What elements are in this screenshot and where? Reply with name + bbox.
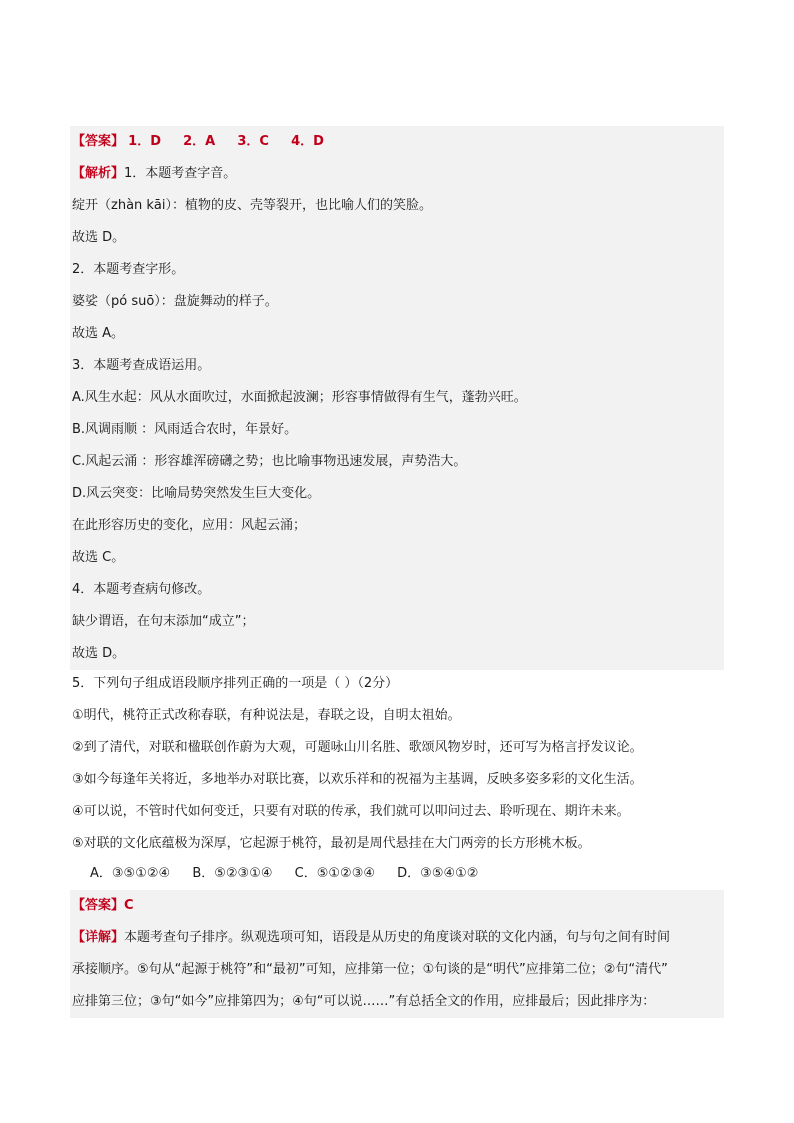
analysis-line [70,318,724,350]
answer-1: 1．D [128,134,161,149]
analysis-text: 故选 D。 [72,646,126,661]
answer-4: 4．D [291,134,324,149]
detail-text: 应排第三位；③句“如今”应排第四为；④句“可以说……”有总括全文的作用，应排最后；因此排序为： [72,994,656,1009]
analysis-text: 在此形容历史的变化，应用：风起云涌； [72,518,307,533]
question-sentence [70,764,724,796]
analysis-line [70,286,724,318]
analysis-line [70,446,724,478]
answer-tag: 【答案】 [72,898,125,913]
option-d: D．③⑤④①② [397,866,479,881]
analysis-text: B.风调雨顺 ：风雨适合农时，年景好。 [72,422,298,437]
answer-line-5 [70,890,724,922]
question-sentence [70,828,724,860]
answer-tag: 【答案】 [72,134,125,149]
analysis-text: 缺少谓语，在句末添加“成立”； [72,614,255,629]
option-a: A．③⑤①②④ [90,866,171,881]
answer-line-1-4 [70,126,724,158]
detail-line [70,986,724,1018]
analysis-line [70,382,724,414]
detail-text: 本题考查句子排序。纵观选项可知，语段是从历史的角度谈对联的文化内涵，句与句之间有时间 [124,930,671,945]
sentence-text: ④可以说，不管时代如何变迁，只要有对联的传承，我们就可以叩问过去、聆听现在、期许未来。 [72,804,630,819]
answer-2: 2．A [183,134,216,149]
detail-text: 承接顺序。⑤句从“起源于桃符”和“最初”可知，应排第一位；①句谈的是“明代”应排第二位；②句“清代” [72,962,668,977]
detail-tag: 【详解】 [72,930,125,945]
question-sentence [70,700,724,732]
sentence-text: ⑤对联的文化底蕴极为深厚，它起源于桃符，最初是周代悬挂在大门两旁的长方形桃木板。 [72,836,591,851]
question-sentence [70,732,724,764]
question-stem-text: 5．下列句子组成语段顺序排列正确的一项是（ ）（2分） [72,676,399,691]
analysis-text: 故选 A。 [72,326,125,341]
analysis-text: D.风云突变：比喻局势突然发生巨大变化。 [72,486,321,501]
analysis-line [70,542,724,574]
analysis-line [70,510,724,542]
analysis-text: A.风生水起：风从水面吹过，水面掀起波澜；形容事情做得有生气，蓬勃兴旺。 [72,390,527,405]
analysis-text: 1．本题考查字音。 [124,166,237,181]
detail-line [70,922,724,954]
answer-5: C [124,898,134,913]
option-b: B．⑤②③①④ [192,866,273,881]
question-5-stem [70,668,724,700]
question-5-options [70,858,724,890]
question-sentence [70,796,724,828]
sentence-text: ③如今每逢年关将近，多地举办对联比赛，以欢乐祥和的祝福为主基调，反映多姿多彩的文化生活。 [72,772,643,787]
analysis-text: 3．本题考查成语运用。 [72,358,211,373]
analysis-text: 4．本题考查病句修改。 [72,582,211,597]
analysis-line [70,254,724,286]
analysis-line [70,606,724,638]
analysis-text: 婆娑（pó suō）：盘旋舞动的样子。 [72,294,278,309]
analysis-line [70,574,724,606]
analysis-tag: 【解析】 [72,166,125,181]
sentence-text: ②到了清代，对联和楹联创作蔚为大观，可题咏山川名胜、歌颂风物岁时，还可写为格言抒发议论。 [72,740,643,755]
analysis-text: 故选 C。 [72,550,125,565]
detail-line [70,954,724,986]
option-c: C．⑤①②③④ [294,866,376,881]
analysis-line [70,414,724,446]
analysis-text: 2．本题考查字形。 [72,262,185,277]
analysis-text: C.风起云涌 ：形容雄浑磅礴之势；也比喻事物迅速发展，声势浩大。 [72,454,467,469]
analysis-text: 故选 D。 [72,230,126,245]
analysis-line [70,638,724,670]
analysis-line [70,478,724,510]
analysis-line [70,222,724,254]
sentence-text: ①明代，桃符正式改称春联，有种说法是，春联之设，自明太祖始。 [72,708,461,723]
analysis-line [70,158,724,190]
analysis-text: 绽开（zhàn kāi）：植物的皮、壳等裂开，也比喻人们的笑脸。 [72,198,433,213]
answer-3: 3．C [237,134,269,149]
analysis-line [70,350,724,382]
analysis-line [70,190,724,222]
